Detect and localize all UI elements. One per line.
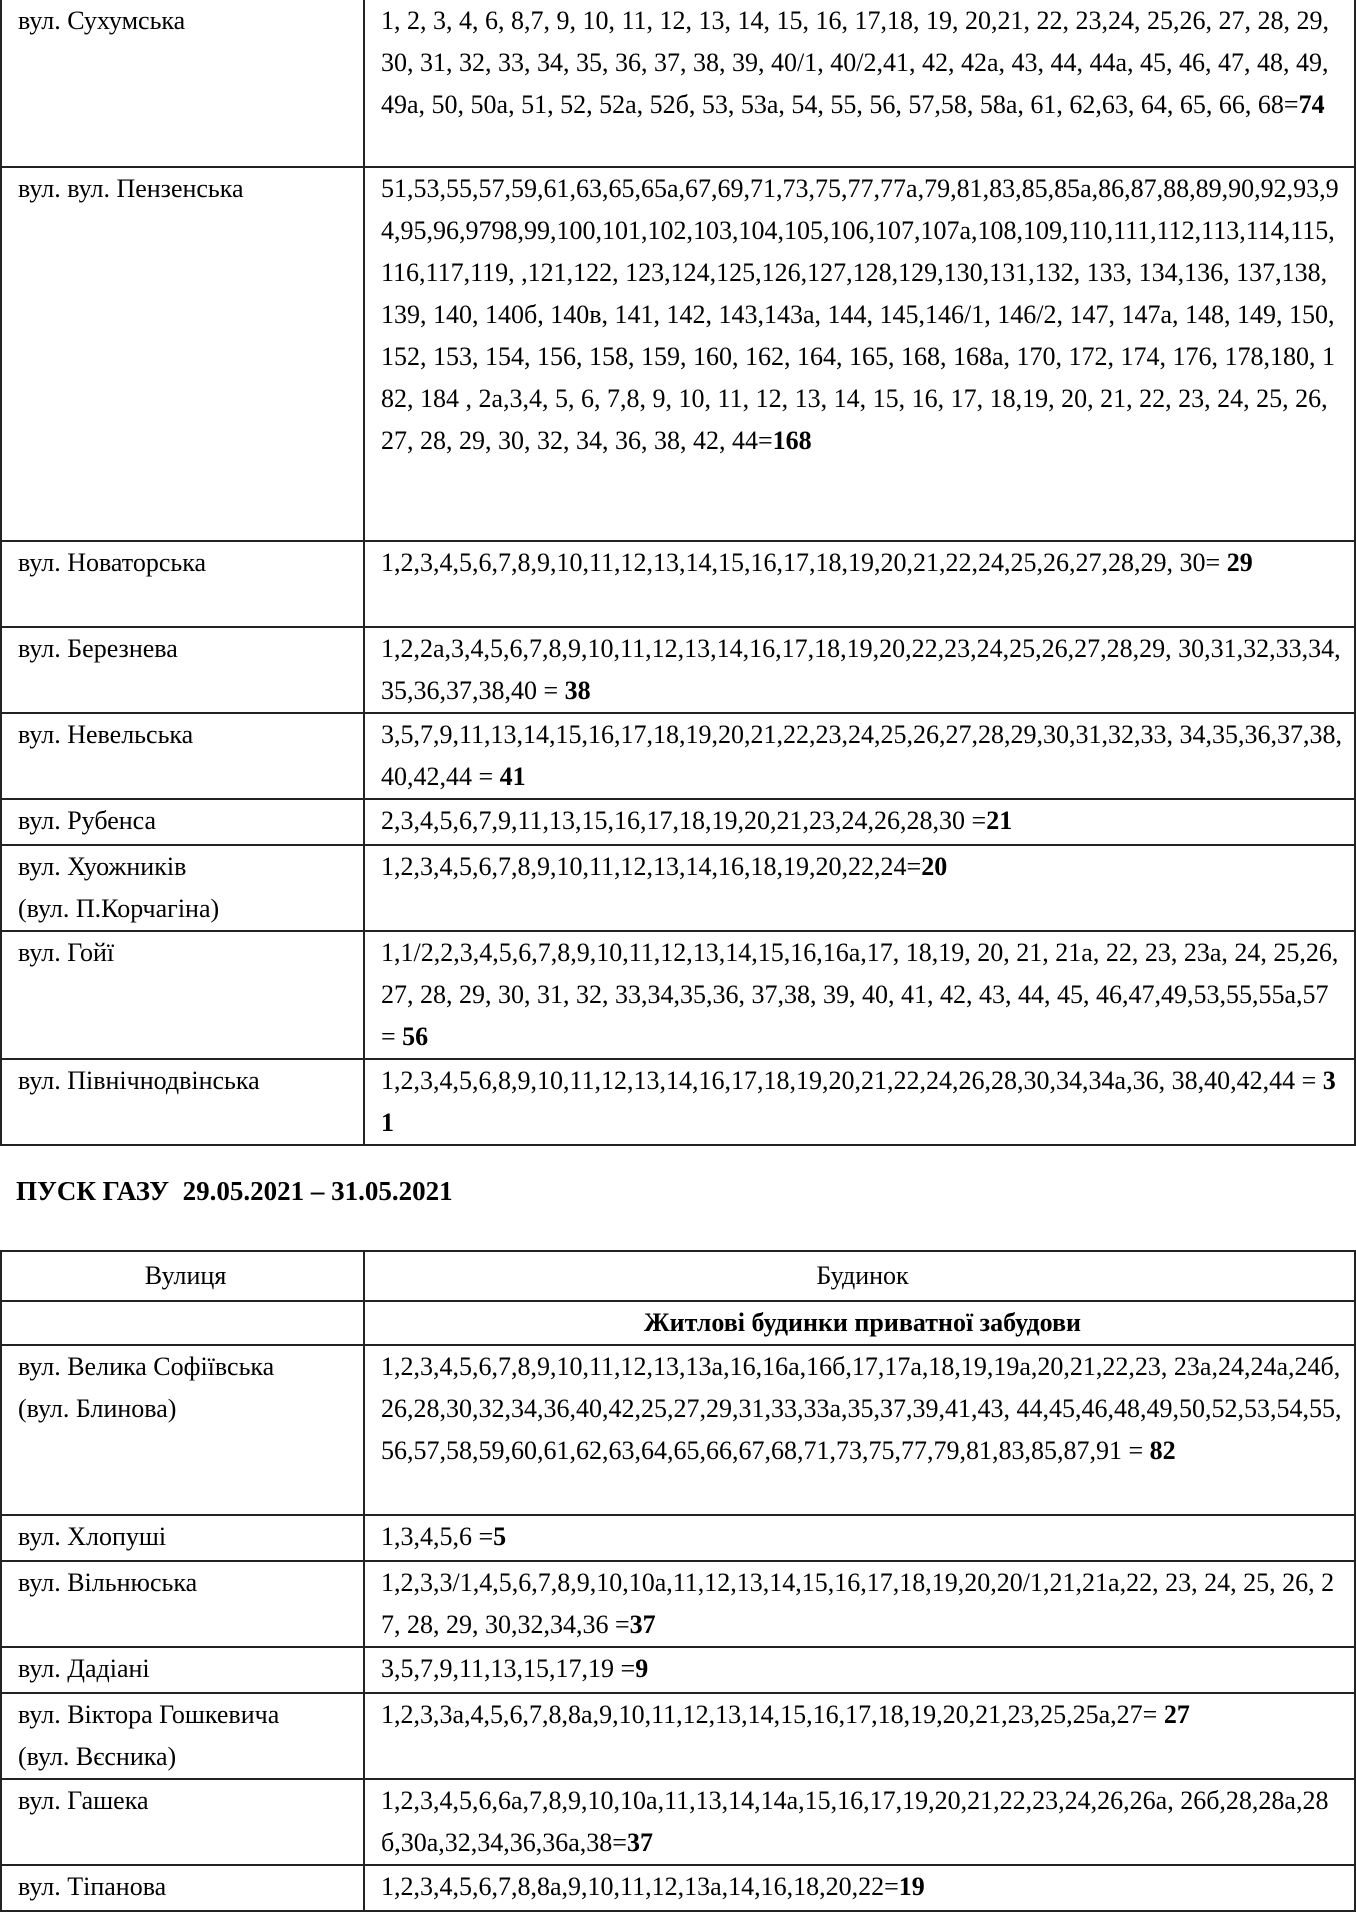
- table-row: [1, 1779, 1355, 1865]
- house-numbers: 1,2,3,4,5,6,8,9,10,11,12,13,14,16,17,18,19,20,21,22,24,26,28,30,34,34а,36, 38,40,42,44 =: [381, 1066, 1323, 1095]
- house-numbers: 1,2,3,4,5,6,6а,7,8,9,10,10а,11,13,14,14а,15,16,17,19,20,21,22,23,24,26,26а, 26б,28,28а,28б,30а,32,34,36,36а,38=: [381, 1786, 1329, 1857]
- house-count-total: 56: [402, 1022, 429, 1051]
- houses-cell: [364, 713, 1355, 799]
- house-numbers: 1,2,3,4,5,6,7,8,9,10,11,12,13,13а,16,16а,16б,17,17а,18,19,19а,20,21,22,23, 23а,24,24а,24б,26,28,30,32,34,36,40,42,25,27,29,31,33,33а,35,37,39,41,43, 44,45,46,48,49,50,52,53,54,55,56,57,58,59,60,61,62,63,64,65,66,67,68,71,73,75,77,79,81,83,85,87,91 =: [381, 1352, 1342, 1465]
- houses-cell: [364, 799, 1355, 845]
- house-numbers: 1,1/2,2,3,4,5,6,7,8,9,10,11,12,13,14,15,16,16а,17, 18,19, 20, 21, 21а, 22, 23, 23а, 24, 25,26, 27, 28, 29, 30, 31, 32, 33,34,35,36, 37,38, 39, 40, 41, 42, 43, 44, 45, 46,47,49,53,55,55а,57 =: [381, 938, 1339, 1051]
- street-name: вул. Гашека: [18, 1786, 149, 1815]
- street-cell: [1, 1865, 364, 1911]
- column-header-street: Вулиця: [1, 1251, 364, 1301]
- street-cell: [1, 0, 364, 167]
- street-former-name: (вул. П.Корчагіна): [18, 894, 220, 923]
- street-name: вул. Хуожників: [18, 852, 187, 881]
- table-row: [1, 713, 1355, 799]
- house-count-total: 29: [1226, 548, 1253, 577]
- street-cell: [1, 799, 364, 845]
- houses-cell: [364, 931, 1355, 1059]
- table-row: [1, 0, 1355, 167]
- streets-table-2: [0, 1250, 1356, 1912]
- street-name: вул. Сухумська: [18, 6, 186, 35]
- house-numbers: 1,2,3,4,5,6,7,8,8а,9,10,11,12,13а,14,16,18,20,22=: [381, 1872, 899, 1901]
- houses-cell: [364, 541, 1355, 627]
- street-cell: [1, 1693, 364, 1779]
- street-cell: [1, 1515, 364, 1561]
- street-cell: [1, 167, 364, 541]
- house-numbers: 51,53,55,57,59,61,63,65,65а,67,69,71,73,75,77,77а,79,81,83,85,85а,86,87,88,89,90,92,93,94,95,96,9798,99,100,101,102,103,104,105,106,107,107а,108,109,110,111,112,113,114,115,116,117,119, ,121,122, 123,124,125,126,127,128,129,130,131,132, 133, 134,136, 137,138, 139, 140, 140б, 140в, 141, 142, 143,143а, 144, 145,146/1, 146/2, 147, 147а, 148, 149, 150,152, 153, 154, 156, 158, 159, 160, 162, 164, 165, 168, 168а, 170, 172, 174, 176, 178,180, 182, 184 , 2а,3,4, 5, 6, 7,8, 9, 10, 11, 12, 13, 14, 15, 16, 17, 18,19, 20, 21, 22, 23, 24, 25, 26, 27, 28, 29, 30, 32, 34, 36, 38, 42, 44=: [381, 174, 1339, 455]
- street-cell: [1, 541, 364, 627]
- houses-cell: [364, 1515, 1355, 1561]
- street-cell: [1, 1779, 364, 1865]
- street-cell: [1, 845, 364, 931]
- house-count-total: 9: [635, 1654, 649, 1683]
- street-former-name: (вул. Вєсника): [18, 1742, 177, 1771]
- houses-cell: [364, 627, 1355, 713]
- street-former-name: (вул. Блинова): [18, 1394, 177, 1423]
- table-row: [1, 845, 1355, 931]
- house-count-total: 168: [772, 426, 812, 455]
- street-cell: [1, 931, 364, 1059]
- street-name: вул. Невельська: [18, 720, 194, 749]
- houses-cell: [364, 1561, 1355, 1647]
- column-header-house: Будинок: [364, 1251, 1355, 1301]
- table-row: [1, 627, 1355, 713]
- table-row: [1, 1345, 1355, 1515]
- street-cell: [1, 1647, 364, 1693]
- house-numbers: 1,2,3,4,5,6,7,8,9,10,11,12,13,14,15,16,17,18,19,20,21,22,24,25,26,27,28,29, 30=: [381, 548, 1227, 577]
- house-count-total: 31: [381, 1066, 1336, 1137]
- table-header-row: [1, 1251, 1355, 1301]
- house-count-total: 27: [1163, 1700, 1190, 1729]
- house-numbers: 1, 2, 3, 4, 6, 8,7, 9, 10, 11, 12, 13, 14, 15, 16, 17,18, 19, 20,21, 22, 23,24, 25,26, 27, 28, 29, 30, 31, 32, 33, 34, 35, 36, 37, 38, 39, 40/1, 40/2,41, 42, 42а, 43, 44, 44а, 45, 46, 47, 48, 49, 49а, 50, 50а, 51, 52, 52а, 52б, 53, 53а, 54, 55, 56, 57,58, 58а, 61, 62,63, 64, 65, 66, 68=: [381, 6, 1330, 119]
- street-name: вул. Тіпанова: [18, 1872, 167, 1901]
- house-count-total: 82: [1149, 1436, 1176, 1465]
- house-count-total: 38: [564, 676, 591, 705]
- house-count-total: 21: [986, 806, 1013, 835]
- street-name: вул. Дадіані: [18, 1654, 150, 1683]
- street-name: вул. вул. Пензенська: [18, 174, 244, 203]
- house-numbers: 1,2,3,4,5,6,7,8,9,10,11,12,13,14,16,18,19,20,22,24=: [381, 852, 922, 881]
- street-name: вул. Хлопуші: [18, 1522, 167, 1551]
- street-cell: [1, 713, 364, 799]
- street-name: вул. Вільнюська: [18, 1568, 198, 1597]
- house-numbers: 3,5,7,9,11,13,14,15,16,17,18,19,20,21,22,23,24,25,26,27,28,29,30,31,32,33, 34,35,36,37,38,40,42,44 =: [381, 720, 1343, 791]
- table-row: [1, 1865, 1355, 1911]
- house-count-total: 37: [629, 1610, 656, 1639]
- houses-cell: [364, 1059, 1355, 1145]
- street-name: вул. Велика Софіївська: [18, 1352, 275, 1381]
- houses-cell: [364, 1647, 1355, 1693]
- houses-cell: [364, 1345, 1355, 1515]
- houses-cell: [364, 1693, 1355, 1779]
- houses-cell: [364, 0, 1355, 167]
- empty-cell: [1, 1301, 364, 1345]
- street-cell: [1, 1345, 364, 1515]
- table-row: [1, 1515, 1355, 1561]
- street-cell: [1, 627, 364, 713]
- table-row: [1, 1561, 1355, 1647]
- street-name: вул. Березнева: [18, 634, 178, 663]
- table-row: [1, 1693, 1355, 1779]
- house-count-total: 5: [493, 1522, 507, 1551]
- house-count-total: 37: [626, 1828, 653, 1857]
- street-cell: [1, 1561, 364, 1647]
- table-row: [1, 1647, 1355, 1693]
- street-cell: [1, 1059, 364, 1145]
- table-row: [1, 931, 1355, 1059]
- house-count-total: 41: [499, 762, 526, 791]
- house-count-total: 74: [1298, 90, 1325, 119]
- street-name: вул. Гойї: [18, 938, 115, 967]
- houses-cell: [364, 845, 1355, 931]
- table-row: [1, 1059, 1355, 1145]
- house-numbers: 1,3,4,5,6 =: [381, 1522, 494, 1551]
- house-numbers: 3,5,7,9,11,13,15,17,19 =: [381, 1654, 636, 1683]
- table-subheader-row: [1, 1301, 1355, 1345]
- table-row: [1, 541, 1355, 627]
- street-name: вул. Рубенса: [18, 806, 157, 835]
- house-count-total: 19: [898, 1872, 925, 1901]
- houses-cell: [364, 1779, 1355, 1865]
- house-numbers: 2,3,4,5,6,7,9,11,13,15,16,17,18,19,20,21,23,24,26,28,30 =: [381, 806, 987, 835]
- section-heading: ПУСК ГАЗУ 29.05.2021 – 31.05.2021: [16, 1176, 453, 1206]
- table-row: [1, 167, 1355, 541]
- house-numbers: 1,2,3,3/1,4,5,6,7,8,9,10,10а,11,12,13,14,15,16,17,18,19,20,20/1,21,21а,22, 23, 24, 25, 26, 27, 28, 29, 30,32,34,36 =: [381, 1568, 1335, 1639]
- street-name: вул. Новаторська: [18, 548, 206, 577]
- houses-cell: [364, 167, 1355, 541]
- table-row: [1, 799, 1355, 845]
- house-numbers: 1,2,2а,3,4,5,6,7,8,9,10,11,12,13,14,16,17,18,19,20,22,23,24,25,26,27,28,29, 30,31,32,33,34,35,36,37,38,40 =: [381, 634, 1341, 705]
- houses-cell: [364, 1865, 1355, 1911]
- street-name: вул. Північнодвінська: [18, 1066, 260, 1095]
- house-numbers: 1,2,3,3а,4,5,6,7,8,8а,9,10,11,12,13,14,15,16,17,18,19,20,21,23,25,25а,27=: [381, 1700, 1164, 1729]
- house-count-total: 20: [921, 852, 948, 881]
- subheader-private-houses: Житлові будинки приватної забудови: [364, 1301, 1355, 1345]
- street-name: вул. Віктора Гошкевича: [18, 1700, 280, 1729]
